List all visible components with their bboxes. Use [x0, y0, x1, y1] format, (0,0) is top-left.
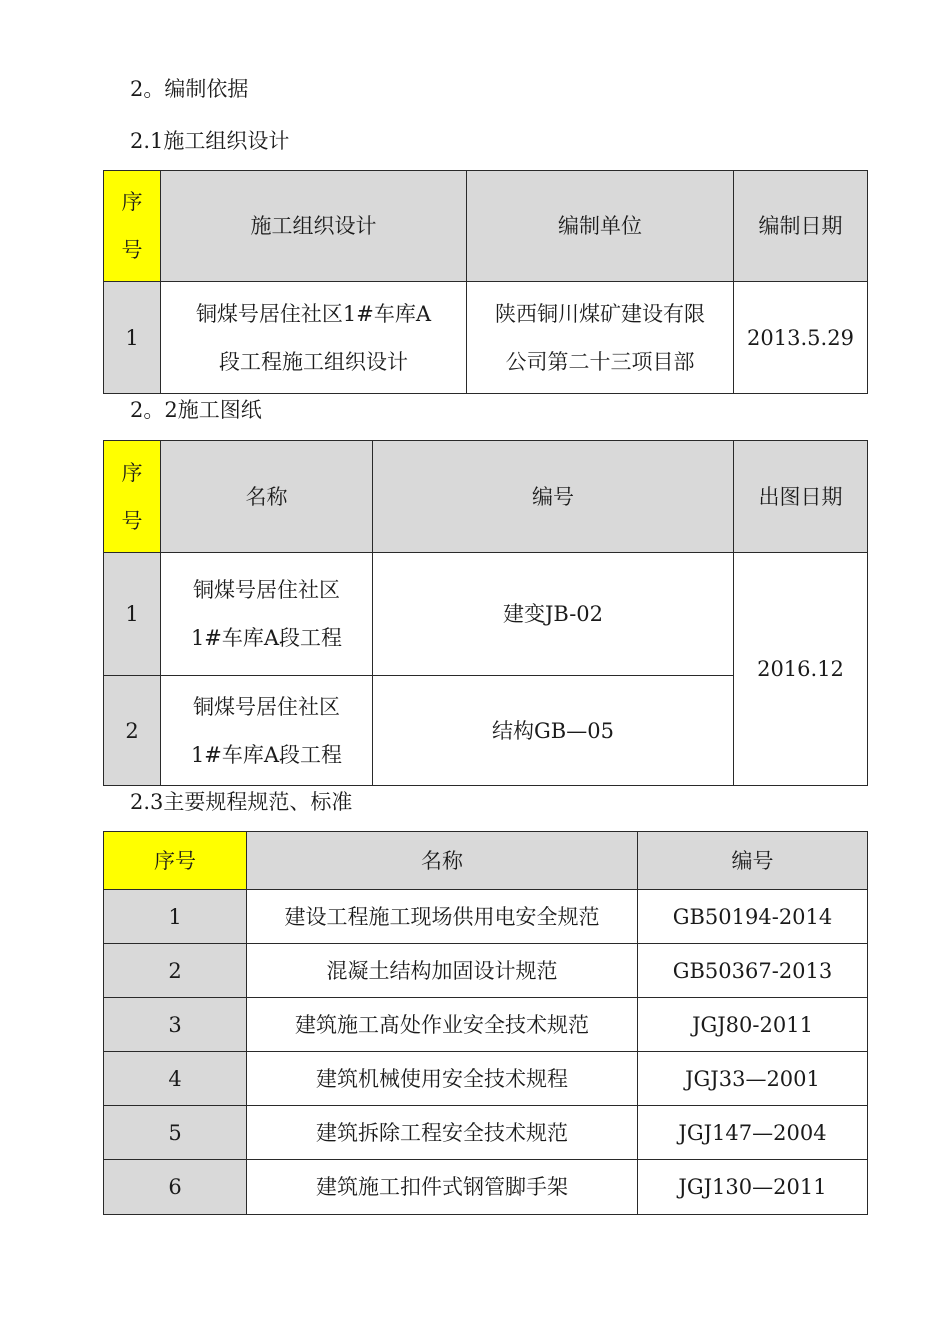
row-serial: 6: [104, 1160, 247, 1215]
header-serial: 序号: [104, 832, 247, 890]
unit-line2: 公司第二十三项目部: [505, 349, 695, 374]
row-serial: 1: [104, 282, 161, 394]
standard-code-cell: GB50194-2014: [638, 890, 868, 944]
header-serial: [104, 441, 161, 553]
header-code: 编号: [373, 441, 734, 553]
table-row: [104, 998, 868, 1052]
header-serial-line1: 序: [121, 190, 143, 214]
drawing-name-line1: 铜煤号居住社区: [193, 694, 340, 719]
table-row: [104, 553, 868, 676]
standard-name-cell: 建筑施工扣件式钢管脚手架: [247, 1160, 638, 1215]
construction-design-table: [103, 170, 868, 394]
row-serial: 2: [104, 676, 161, 786]
table-header-row: [104, 441, 868, 553]
standard-name-cell: 建筑施工髙处作业安全技术规范: [247, 998, 638, 1052]
subsection-title-2-2: 2。2施工图纸: [130, 398, 262, 422]
header-serial-line2: 号: [121, 508, 143, 533]
section-title: 2。编制依据: [130, 77, 249, 101]
header-serial-line2: 号: [121, 238, 143, 262]
standard-name-cell: 建设工程施工现场供用电安全规范: [247, 890, 638, 944]
issue-date-cell: 2016.12: [734, 553, 868, 786]
unit-cell: [467, 282, 734, 394]
drawing-name-line2: 1#车库A段工程: [190, 742, 343, 767]
design-name-cell: [161, 282, 467, 394]
drawing-code-cell: 结构GB—05: [373, 676, 734, 786]
drawings-table: [103, 440, 868, 786]
date-cell: 2013.5.29: [734, 282, 868, 394]
table-header-row: [104, 171, 868, 282]
header-name: 名称: [161, 441, 373, 553]
unit-line1: 陕西铜川煤矿建设有限: [495, 301, 705, 326]
header-serial-line1: 序: [121, 460, 143, 485]
header-issue-date: 出图日期: [734, 441, 868, 553]
table-header-row: [104, 832, 868, 890]
drawing-name-line2: 1#车库A段工程: [190, 626, 343, 650]
standard-code-cell: JGJ80-2011: [638, 998, 868, 1052]
drawing-name-cell: [161, 553, 373, 676]
row-serial: 5: [104, 1106, 247, 1160]
table-row: [104, 1052, 868, 1106]
drawing-code-cell: 建变JB-02: [373, 553, 734, 676]
design-name-line2: 段工程施工组织设计: [219, 349, 408, 374]
header-date: 编制日期: [734, 171, 868, 282]
drawing-name-line1: 铜煤号居住社区: [193, 578, 340, 602]
header-design-name: 施工组织设计: [161, 171, 467, 282]
header-name: 名称: [247, 832, 638, 890]
header-code: 编号: [638, 832, 868, 890]
table-row: [104, 1160, 868, 1215]
row-serial: 1: [104, 553, 161, 676]
row-serial: 2: [104, 944, 247, 998]
standard-code-cell: JGJ130—2011: [638, 1160, 868, 1215]
row-serial: 4: [104, 1052, 247, 1106]
standard-name-cell: 建筑机械使用安全技术规程: [247, 1052, 638, 1106]
subsection-title-2-1: 2.1施工组织设计: [130, 129, 290, 153]
design-name-line1: 铜煤号居住社区1#车库A: [195, 301, 432, 326]
header-serial: [104, 171, 161, 282]
row-serial: 1: [104, 890, 247, 944]
standard-code-cell: JGJ147—2004: [638, 1106, 868, 1160]
table-row: [104, 944, 868, 998]
standard-name-cell: 建筑拆除工程安全技术规范: [247, 1106, 638, 1160]
standard-code-cell: GB50367-2013: [638, 944, 868, 998]
subsection-title-2-3: 2.3主要规程规范、标准: [130, 790, 353, 814]
drawing-name-cell: [161, 676, 373, 786]
table-row: [104, 282, 868, 394]
table-row: [104, 890, 868, 944]
standards-table: [103, 831, 868, 1215]
standard-code-cell: JGJ33—2001: [638, 1052, 868, 1106]
row-serial: 3: [104, 998, 247, 1052]
standard-name-cell: 混凝土结构加固设计规范: [247, 944, 638, 998]
table-row: [104, 1106, 868, 1160]
header-unit: 编制单位: [467, 171, 734, 282]
